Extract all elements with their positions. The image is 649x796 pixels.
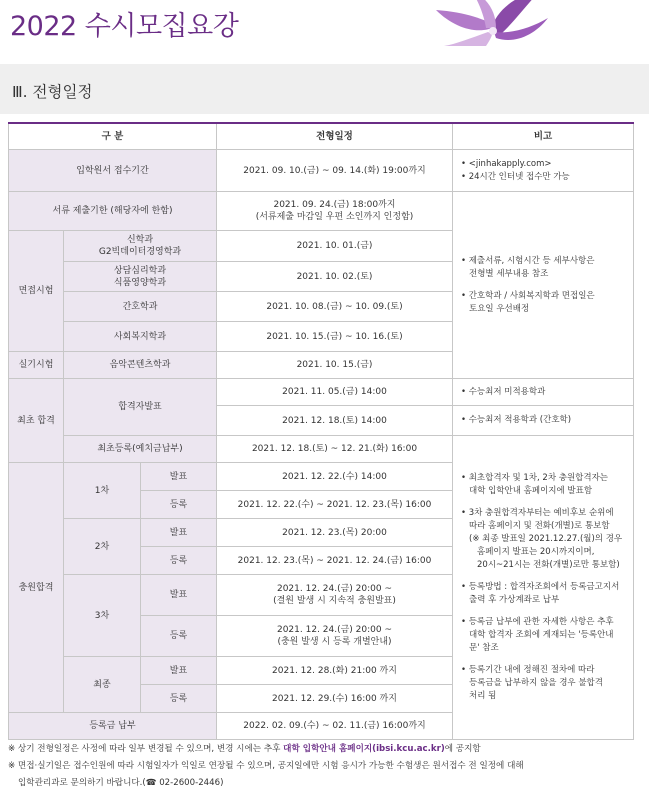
schedule-table <box>8 122 634 740</box>
footer-notes <box>8 741 644 792</box>
note-line: 대학 입학안내 홈페이지에 발표함 <box>469 486 593 496</box>
row-date: 2021. 12. 23.(목) 20:00 <box>217 519 453 547</box>
sub-label: 등록 <box>141 685 217 713</box>
row-note <box>453 436 634 740</box>
row-note: • 수능최저 미적용학과 <box>453 379 634 406</box>
row-date: 2021. 12. 18.(토) 14:00 <box>217 406 453 436</box>
dept-line: 신학과 <box>126 235 154 245</box>
dept-line: G2빅데이터경영학과 <box>98 247 182 257</box>
sub-label: 발표 <box>141 519 217 547</box>
note-line: 대학 합격자 조회에 게재되는 '등록안내 <box>469 630 614 640</box>
row-date <box>217 616 453 657</box>
table-header-row <box>9 123 634 150</box>
note-line: 따라 홈페이지 및 전화(개별)로 통보함 <box>469 521 610 531</box>
dept-label: 간호학과 <box>64 292 217 322</box>
dept-line: 상담심리학과 <box>113 265 167 276</box>
note-line: 처리 됨 <box>469 691 497 701</box>
row-date: 2021. 12. 22.(수) 14:00 <box>217 463 453 491</box>
dept-label: 음악콘텐츠학과 <box>64 352 217 379</box>
dept-label: 사회복지학과 <box>64 322 217 352</box>
note-line: • 간호학과 / 사회복지학과 면접일은 <box>461 290 595 301</box>
sub-label: 합격자발표 <box>64 379 217 436</box>
table-row <box>9 436 634 463</box>
row-date: 2021. 12. 22.(수) ~ 2021. 12. 23.(목) 16:00 <box>217 491 453 519</box>
note-line: • 최초합격자 및 1차, 2차 충원합격자는 <box>461 473 608 483</box>
row-date: 2021. 10. 15.(금) <box>217 352 453 379</box>
note-line: (※ 최종 발표일 2021.12.27.(월)의 경우 <box>469 534 623 544</box>
sub-label: 발표 <box>141 463 217 491</box>
row-label: 입학원서 접수기간 <box>9 150 217 192</box>
sub-label: 등록 <box>141 491 217 519</box>
date-line: 2021. 09. 24.(금) 18:00까지 <box>273 200 396 210</box>
row-date: 2021. 12. 18.(토) ~ 12. 21.(화) 16:00 <box>217 436 453 463</box>
row-date: 2022. 02. 09.(수) ~ 02. 11.(금) 16:00까지 <box>217 713 453 740</box>
row-label: 실기시험 <box>9 352 64 379</box>
header-category: 구 분 <box>9 123 217 150</box>
sub-label: 발표 <box>141 657 217 685</box>
note-line: • 등록금 납부에 관한 자세한 사항은 추후 <box>461 617 614 627</box>
dept-label <box>64 262 217 292</box>
row-date: 2021. 12. 28.(화) 21:00 까지 <box>217 657 453 685</box>
section-band <box>0 64 649 114</box>
row-label: 등록금 납부 <box>9 713 217 740</box>
row-note: • 수능최저 적용학과 (간호학) <box>453 406 634 436</box>
round-label: 3차 <box>64 575 141 657</box>
row-label: 면접시험 <box>9 231 64 352</box>
note-line: 등록금을 납부하지 않을 경우 불합격 <box>469 678 603 688</box>
footer-line: ※ 면접·실기일은 접수인원에 따라 시험일자가 익일로 연장될 수 있으며, 공지일에만 시험 응시가 가능한 수험생은 원서접수 전 일정에 대해 <box>8 761 524 771</box>
row-label: 최초 합격 <box>9 379 64 463</box>
note-line: • 등록기간 내에 정해진 절차에 따라 <box>461 665 595 675</box>
sub-label: 발표 <box>141 575 217 616</box>
round-label: 2차 <box>64 519 141 575</box>
note-line: • 등록방법 : 합격자조회에서 등록금고지서 <box>461 582 620 592</box>
note-line: • 3차 충원합격자부터는 예비후보 순위에 <box>461 508 614 518</box>
row-label: 서류 제출기한 (해당자에 한함) <box>9 192 217 231</box>
date-line: 2021. 12. 24.(금) 20:00 ~ <box>276 625 393 635</box>
row-note <box>453 192 634 379</box>
row-date: 2021. 12. 29.(수) 16:00 까지 <box>217 685 453 713</box>
row-date <box>217 575 453 616</box>
date-line: (서류제출 마감일 우편 소인까지 인정함) <box>255 212 414 222</box>
page-title: 2022 수시모집요강 <box>10 11 239 42</box>
apply-site-link[interactable]: • <jinhakapply.com> <box>461 158 552 169</box>
row-date: 2021. 10. 08.(금) ~ 10. 09.(토) <box>217 292 453 322</box>
dept-line: 식품영양학과 <box>113 277 167 288</box>
table-row <box>9 192 634 231</box>
admission-homepage-link[interactable]: 대학 입학안내 홈페이지(ibsi.kcu.ac.kr) <box>283 744 445 754</box>
note-line: 문' 참조 <box>469 643 499 653</box>
header <box>0 0 649 46</box>
note-line: 20시~21시는 전화(개별)로만 통보함) <box>477 560 620 570</box>
footer-text: ※ 상기 전형일정은 사정에 따라 일부 변경될 수 있으며, 변경 시에는 추후 <box>8 744 284 754</box>
note-line: • 24시간 인터넷 접수만 가능 <box>461 171 570 182</box>
note-line: • 제출서류, 시험시간 등 세부사항은 <box>461 255 595 266</box>
row-date: 2021. 10. 01.(금) <box>217 231 453 262</box>
footer-line <box>8 741 644 758</box>
row-date: 2021. 10. 02.(토) <box>217 262 453 292</box>
section-title: Ⅲ. 전형일정 <box>12 83 93 101</box>
round-label: 최종 <box>64 657 141 713</box>
row-label: 충원합격 <box>9 463 64 713</box>
header-schedule: 전형일정 <box>217 123 453 150</box>
flower-illustration-icon <box>426 0 556 46</box>
table-row <box>9 379 634 406</box>
note-line: 토요일 우선배정 <box>469 303 530 314</box>
footer-text: 에 공지함 <box>444 744 481 754</box>
row-date: 2021. 09. 10.(금) ~ 09. 14.(화) 19:00까지 <box>217 150 453 192</box>
row-note <box>453 150 634 192</box>
header-remarks: 비고 <box>453 123 634 150</box>
footer-line: 입학관리과로 문의하기 바랍니다.(☎ 02-2600-2446) <box>18 778 224 788</box>
date-line: (충원 발생 시 등록 개별안내) <box>277 637 392 647</box>
note-line: 출력 후 가상계좌로 납부 <box>469 595 560 605</box>
row-date: 2021. 11. 05.(금) 14:00 <box>217 379 453 406</box>
note-line: 전형별 세부내용 참조 <box>469 268 549 279</box>
row-date: 2021. 10. 15.(금) ~ 10. 16.(토) <box>217 322 453 352</box>
dept-label <box>64 231 217 262</box>
sub-label: 등록 <box>141 547 217 575</box>
note-line: 홈페이지 발표는 20시까지이며, <box>477 547 595 557</box>
sub-label: 최초등록(예치금납부) <box>64 436 217 463</box>
table-row <box>9 150 634 192</box>
row-date <box>217 192 453 231</box>
date-line: (결원 발생 시 지속적 충원발표) <box>273 596 396 606</box>
round-label: 1차 <box>64 463 141 519</box>
row-date: 2021. 12. 23.(목) ~ 2021. 12. 24.(금) 16:00 <box>217 547 453 575</box>
sub-label: 등록 <box>141 616 217 657</box>
date-line: 2021. 12. 24.(금) 20:00 ~ <box>276 584 393 594</box>
